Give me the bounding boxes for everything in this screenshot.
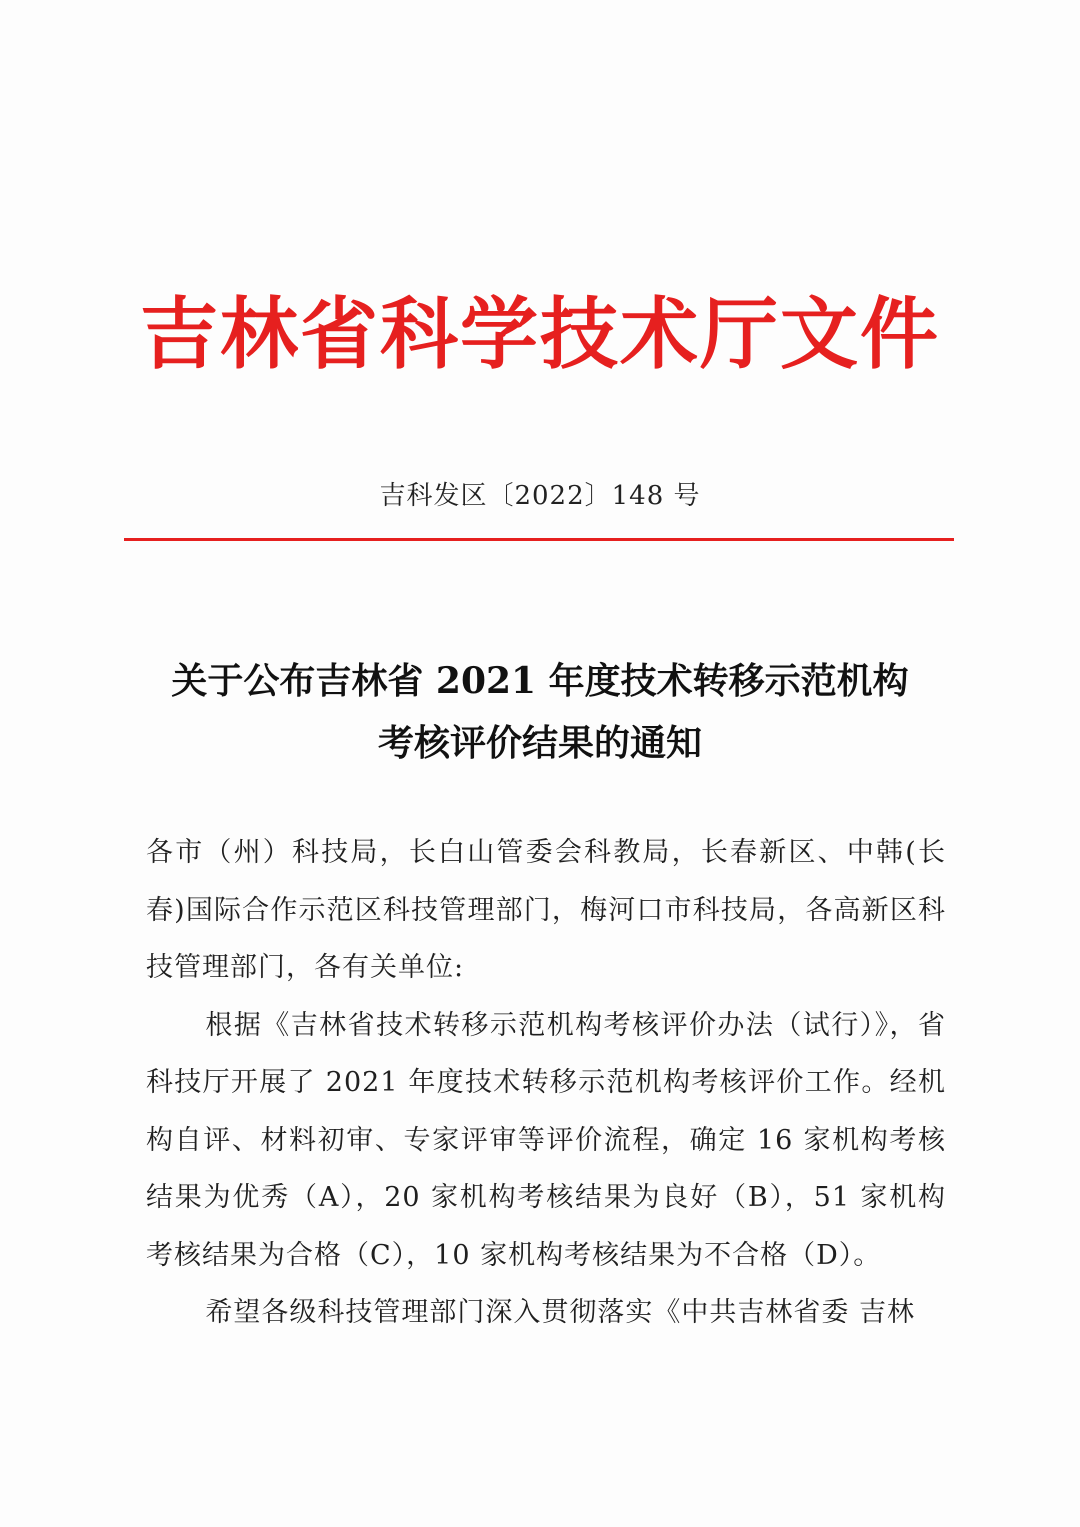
document-number: 吉科发区〔2022〕148 号 — [379, 481, 701, 511]
issuing-authority-header: 吉林省科学技术厅文件 — [139, 290, 940, 380]
red-separator-line — [124, 538, 954, 541]
notice-title — [110, 650, 970, 774]
notice-body — [146, 824, 946, 1342]
notice-title-line-1: 关于公布吉林省 2021 年度技术转移示范机构 — [171, 660, 909, 702]
body-paragraph-1: 根据《吉林省技术转移示范机构考核评价办法（试行）》，省科技厅开展了 2021 年度技术转移示范机构考核评价工作。经机构自评、材料初审、专家评审等评价流程，确定 16 家机构考核结果为优秀（A），20 家机构考核结果为良好（B），51 家机构考核结果为合格（C），10 家机构考核结果为不合格（D）。 — [146, 1009, 946, 1271]
addressee-paragraph: 各市（州）科技局，长白山管委会科教局，长春新区、中韩(长春)国际合作示范区科技管理部门，梅河口市科技局，各高新区科技管理部门，各有关单位: — [146, 837, 946, 983]
notice-title-line-2: 考核评价结果的通知 — [377, 722, 702, 764]
body-paragraph-2: 希望各级科技管理部门深入贯彻落实《中共吉林省委 吉林 — [205, 1297, 915, 1328]
